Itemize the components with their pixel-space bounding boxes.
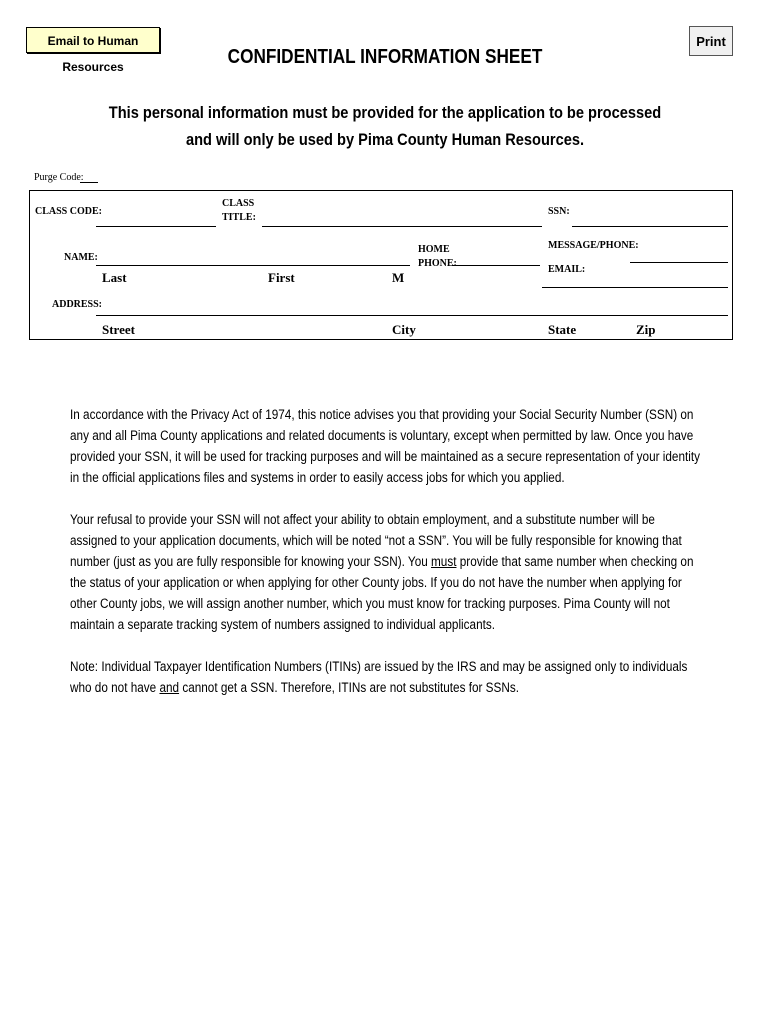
- email-label: EMAIL:: [548, 264, 586, 275]
- name-label: NAME:: [64, 252, 98, 263]
- notice-p3-part-b: cannot get a SSN. Therefore, ITINs are not substitutes for SSNs.: [179, 680, 519, 695]
- last-name-caption: Last: [102, 270, 127, 285]
- notice-p3-and: and: [159, 680, 180, 695]
- message-phone-label: MESSAGE/PHONE:: [548, 240, 639, 251]
- notice-paragraph-1: In accordance with the Privacy Act of 1974, this notice advises you that providing your Social Security Number (SSN) on any and all Pima County applications and related documents is voluntary, except when permitted by law. Once you have provided your SSN, it will be used for tracking purposes and will be maintained as a secure representation of your identity in the official applications files and systems in order to easily access jobs for which you applied.: [70, 407, 701, 485]
- subtitle-line-2: and will only be used by Pima County Human Resources.: [185, 130, 585, 149]
- message-phone-input[interactable]: [630, 262, 728, 263]
- purge-code-label: Purge Code:: [34, 172, 84, 183]
- privacy-notice: [70, 404, 701, 719]
- ssn-label: SSN:: [548, 206, 570, 217]
- page-title: CONFIDENTIAL INFORMATION SHEET: [227, 46, 543, 68]
- print-button[interactable]: Print: [689, 26, 733, 56]
- class-title-label-2: TITLE:: [222, 212, 256, 223]
- class-code-label: CLASS CODE:: [35, 206, 102, 217]
- home-phone-label-2: PHONE:: [418, 258, 457, 269]
- notice-paragraph-2: [70, 509, 701, 635]
- email-input[interactable]: [542, 287, 728, 288]
- home-phone-label-1: HOME: [418, 244, 450, 255]
- ssn-input[interactable]: [572, 226, 728, 227]
- zip-caption: Zip: [636, 322, 656, 337]
- name-input[interactable]: [96, 265, 410, 266]
- notice-paragraph-3: [70, 656, 701, 698]
- middle-initial-caption: M: [392, 270, 405, 285]
- notice-p2-must: must: [431, 554, 457, 569]
- subtitle-line-1: This personal information must be provided for the application to be processed: [108, 103, 662, 122]
- address-input[interactable]: [96, 315, 728, 316]
- state-caption: State: [548, 322, 577, 337]
- notice-p3-part-a: Note: Individual Taxpayer Identification Numbers (ITINs) are issued by the IRS and may be assigned only to individuals who do not have: [70, 659, 688, 695]
- class-title-input[interactable]: [262, 226, 542, 227]
- address-label: ADDRESS:: [52, 299, 103, 310]
- purge-code-field[interactable]: [80, 182, 98, 183]
- home-phone-input[interactable]: [452, 265, 540, 266]
- email-hr-button[interactable]: Email to Human Resources: [26, 27, 160, 53]
- class-title-label-1: CLASS: [222, 198, 255, 209]
- first-name-caption: First: [268, 270, 295, 285]
- notice-p2-part-b: provide that same number when checking on the status of your application or when applying for other County jobs. If you do not have the number when applying for other County jobs, we will assign another number, which you must know for tracking purposes. Pima County will not maintain a separate tracking system of numbers assigned to individual applicants.: [70, 554, 694, 632]
- notice-p2-part-a: Your refusal to provide your SSN will not affect your ability to obtain employment, and a substitute number will be assigned to your application documents, which will be noted “not a SSN”. You will be fully responsible for knowing that number (just as you are fully responsible for knowing your SSN). You: [70, 512, 682, 569]
- class-code-input[interactable]: [96, 226, 216, 227]
- street-caption: Street: [102, 322, 135, 337]
- city-caption: City: [392, 322, 416, 337]
